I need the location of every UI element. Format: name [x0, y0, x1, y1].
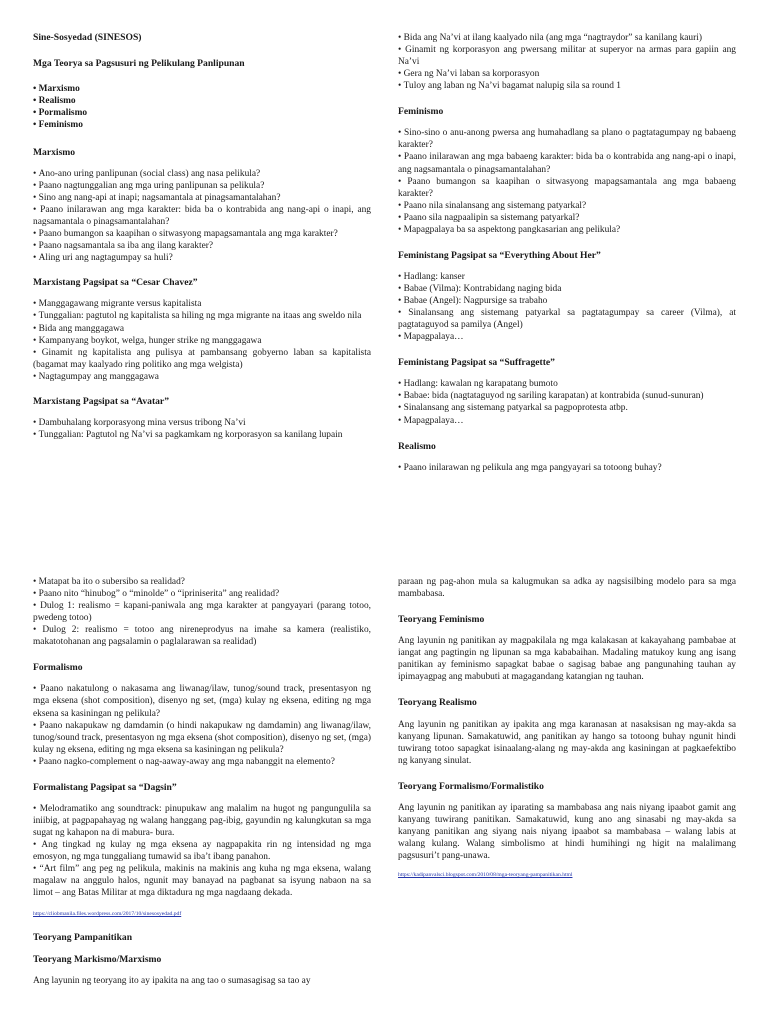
list-item: • Marxismo	[33, 83, 371, 95]
list-item: • Babae: bida (nagtataguyod ng sariling karapatan) at kontrabida (sunud-sunuran)	[398, 390, 736, 402]
list-item: • Gera ng Na’vi laban sa korporasyon	[398, 68, 736, 80]
section-heading: Teoryang Realismo	[398, 697, 477, 709]
list-item: • Feminismo	[33, 119, 371, 131]
list-item: • Nagtagumpay ang manggagawa	[33, 371, 371, 383]
realismo-section	[398, 441, 736, 474]
list-item: • Paano nagko-complement o nag-aaway-away ang mga nabanggit na elemento?	[33, 756, 371, 768]
everything-about-her-section	[398, 250, 736, 343]
list-item: • Hadlang: kawalan ng karapatang bumoto	[398, 378, 736, 390]
section-heading: Feminismo	[398, 106, 444, 118]
formalismo-section	[33, 662, 371, 767]
section-heading: Feministang Pagsipat sa “Everything About Her”	[398, 249, 601, 261]
list-item: • Aling uri ang nagtagumpay sa huli?	[33, 252, 371, 264]
bottom-left-column	[33, 576, 371, 987]
list-item: • Paano nila sinalansang ang sistemang patyarkal?	[398, 200, 736, 212]
list-item: • Paano nagtunggalian ang mga uring panlipunan sa pelikula?	[33, 180, 371, 192]
list-item: • Paano nakapukaw ng damdamin (o hindi nakapukaw ng damdamin) ang liwanag/ilaw, tunog/sound track, presentasyon ng mga eksena (shot composition), disenyo ng set, (mga) kulay ng eksena, editing ng mga eksena sa kasiningan ng pelikula?	[33, 720, 371, 756]
list-item: • Mapagpalaya ba sa aspektong pangkasarian ang pelikula?	[398, 224, 736, 236]
list-item: • Dambuhalang korporasyong mina versus tribong Na’vi	[33, 417, 371, 429]
list-item: • Tunggalian: Pagtutol ng Na’vi sa pagkamkam ng korporasyon sa kanilang lupain	[33, 429, 371, 441]
list-item: • Mapagpalaya…	[398, 415, 736, 427]
paragraph: Ang layunin ng panitikan ay iparating sa mambabasa ang nais niyang ipaabot gamit ang kanyang tuwirang panitikan. Samakatuwid, kung ano ang sinasabi ng may-akda sa kanyang panitikan ang siyang nais niyang ipaabot sa mambabasa – walang labis at walang kulang. Walang simbolismo at hindi humihingi ng higit na malalimang pagsusuri’t pang-unawa.	[398, 803, 736, 862]
paragraph: Ang layunin ng panitikan ay ipakita ang mga karanasan at nasaksisan ng may-akda sa kanyang lipunan. Samakatuwid, ang panitikan ay hango sa totoong buhay ngunit hindi tuwirang totoo sapagkat isinaalang-alang ng may-akda ang kasiningan at pagkaefektibo ng kanyang sinulat.	[398, 719, 736, 766]
teoryang-feminismo-section	[398, 614, 736, 683]
marxismo-section	[33, 147, 371, 265]
list-item: • Paano inilarawan ang mga karakter: bida ba o kontrabida ang nang-api o inapi, ang nagsamantala o pinagsamantalahan?	[33, 204, 371, 228]
list-item: • Paano sila nagpaalipin sa sistemang patyarkal?	[398, 212, 736, 224]
teoryang-realismo-section	[398, 697, 736, 766]
paragraph: Ang layunin ng teoryang ito ay ipakita na ang tao o sumasagisag sa tao ay	[33, 975, 311, 986]
source-link[interactable]: https://cliobmanila.files.wordpress.com/2017/10/sinesosyedad.pdf	[33, 911, 182, 918]
list-item: • Paano inilarawan ng pelikula ang mga pangyayari sa totoong buhay?	[398, 462, 736, 474]
list-item: • Dulog 1: realismo = kapani-paniwala ang mga karakter at pangyayari (parang totoo, pwedeng totoo)	[33, 600, 371, 624]
list-item: • Sinalansang ang sistemang patyarkal sa pagpoprotesta atbp.	[398, 402, 736, 414]
realismo-continued	[33, 576, 371, 648]
avatar-section	[33, 396, 371, 441]
section-heading: Marxistang Pagsipat sa “Avatar”	[33, 395, 169, 407]
list-item: • Sino-sino o anu-anong pwersa ang humahadlang sa plano o pagtatagumpay ng babaeng karakter?	[398, 127, 736, 151]
top-left-column	[33, 32, 371, 452]
list-item: • Mapagpalaya…	[398, 331, 736, 343]
list-item: • Bida ang manggagawa	[33, 323, 371, 335]
paragraph: Ang layunin ng panitikan ay magpakilala ng mga kalakasan at kakayahang pambabae at iangat ang pagtingin ng lipunan sa mga kababaihan. Madaling matukoy kung ang isang panitikan ay feminismo sapagkat babae o sagisag babae ang pangunahing tauhan ay ipimayagpag ang mabubuti at magagandang katangian ng tauhan.	[398, 636, 736, 683]
source-link[interactable]: https://kadipanvalsci.blogspot.com/2010/08/mga-teoryang-pampanitikan.html	[398, 872, 573, 879]
section-heading: Teoryang Feminismo	[398, 614, 485, 626]
section-heading: Marxismo	[33, 146, 76, 158]
paragraph: paraan ng pag-ahon mula sa kalugmukan sa adka ay nagsisilbing modelo para sa mga mambabasa.	[398, 577, 736, 600]
section-heading: Marxistang Pagsipat sa “Cesar Chavez”	[33, 277, 198, 289]
section-heading: Teoryang Formalismo/Formalistiko	[398, 780, 544, 792]
list-item: • Bida ang Na’vi at ilang kaalyado nila (ang mga “nagtraydor” sa kanilang kauri)	[398, 32, 736, 44]
top-right-column	[398, 32, 736, 485]
cesar-chavez-section	[33, 277, 371, 382]
list-item: • Realismo	[33, 95, 371, 107]
section-heading: Formalismo	[33, 662, 83, 674]
list-item: • Sinalansang ang sistemang patyarkal sa pagtatagumpay sa career (Vilma), at pagtataguyod sa pamilya (Angel)	[398, 307, 736, 331]
list-item: • Dulog 2: realismo = totoo ang nireneprodyus na imahe sa kamera (realistiko, makatotohanan ang pagsalamin o paglalarawan sa realidad)	[33, 624, 371, 648]
list-item: • Sino ang nang-api at inapi; nagsamantala at pinagsamantalahan?	[33, 192, 371, 204]
list-item: • Melodramatiko ang soundtrack: pinupukaw ang malalim na hugot ng pangungulila sa iniibig, at pagpapahayag ng walang hanggang pag-ibig, gayundin ng kalungkutan sa mga sugat ng kahapon na di mabura- bura.	[33, 803, 371, 839]
list-item: • Ginamit ng kapitalista ang pulisya at pambansang gobyerno laban sa kapitalista (bagamat may kaalyado ring politiko ang mga welgista)	[33, 347, 371, 371]
avatar-continued	[398, 32, 736, 92]
section-heading: Feministang Pagsipat sa “Suffragette”	[398, 357, 555, 369]
bottom-right-column	[398, 576, 736, 879]
list-item: • “Art film” ang peg ng pelikula, makinis na makinis ang kuha ng mga eksena, walang magalaw na anggulo halos, ngunit may banayad na pagbanat sa isyung nabaon na sa limot – ang Batas Militar at mga diktadura ng mga nagdaang dekada.	[33, 863, 371, 899]
list-item: • Manggagawang migrante versus kapitalista	[33, 298, 371, 310]
list-item: • Paano bumangon sa kaapihan o sitwasyong mapagsamantala ang mga babaeng karakter?	[398, 176, 736, 200]
list-item: • Paano nakatulong o nakasama ang liwanag/ilaw, tunog/sound track, presentasyon ng mga eksena (shot composition), disenyo ng set, (mga) kulay ng eksena, editing ng mga eksena sa kasiningan ng pelikula?	[33, 683, 371, 719]
section-heading: Formalistang Pagsipat sa “Dagsin”	[33, 781, 177, 793]
list-item: • Pormalismo	[33, 107, 371, 119]
section-heading: Realismo	[398, 440, 436, 452]
list-item: • Matapat ba ito o subersibo sa realidad?	[33, 576, 371, 588]
theory-list	[33, 83, 371, 131]
list-item: • Tuloy ang laban ng Na’vi bagamat nalupig sila sa round 1	[398, 80, 736, 92]
list-item: • Ano-ano uring panlipunan (social class) ang nasa pelikula?	[33, 168, 371, 180]
teoryang-formalismo-section	[398, 781, 736, 862]
doc-subtitle: Mga Teorya sa Pagsusuri ng Pelikulang Panlipunan	[33, 58, 245, 70]
list-item: • Babae (Vilma): Kontrabidang naging bida	[398, 283, 736, 295]
doc-title: Sine-Sosyedad (SINESOS)	[33, 32, 142, 43]
list-item: • Paano inilarawan ang mga babaeng karakter: bida ba o kontrabida ang nang-api o inapi, ang nagsamantala o pinagsamantalahan?	[398, 151, 736, 175]
list-item: • Paano bumangon sa kaapihan o sitwasyong mapagsamantala ang mga karakter?	[33, 228, 371, 240]
list-item: • Babae (Angel): Nagpursige sa trabaho	[398, 295, 736, 307]
list-item: • Paano nagsamantala sa iba ang ilang karakter?	[33, 240, 371, 252]
list-item: • Tunggalian: pagtutol ng kapitalista sa hiling ng mga migrante na itaas ang sweldo nila	[33, 310, 371, 322]
list-item: • Hadlang: kanser	[398, 271, 736, 283]
list-item: • Kampanyang boykot, welga, hunger strike ng manggagawa	[33, 335, 371, 347]
section-heading: Teoryang Pampanitikan	[33, 932, 133, 944]
list-item: • Ang tingkad ng kulay ng mga eksena ay nagpapakita rin ng intensidad ng mga emosyon, ng mga tunggaliang tumawid sa iba’t ibang panahon.	[33, 839, 371, 863]
list-item: • Ginamit ng korporasyon ang pwersang militar at superyor na armas para gapiin ang Na’vi	[398, 44, 736, 68]
list-item: • Paano nito “hinubog” o “minolde” o “ipriniserita” ang realidad?	[33, 588, 371, 600]
feminismo-section	[398, 106, 736, 236]
suffragette-section	[398, 357, 736, 426]
dagsin-section	[33, 782, 371, 900]
section-heading: Teoryang Markismo/Marxismo	[33, 953, 162, 965]
